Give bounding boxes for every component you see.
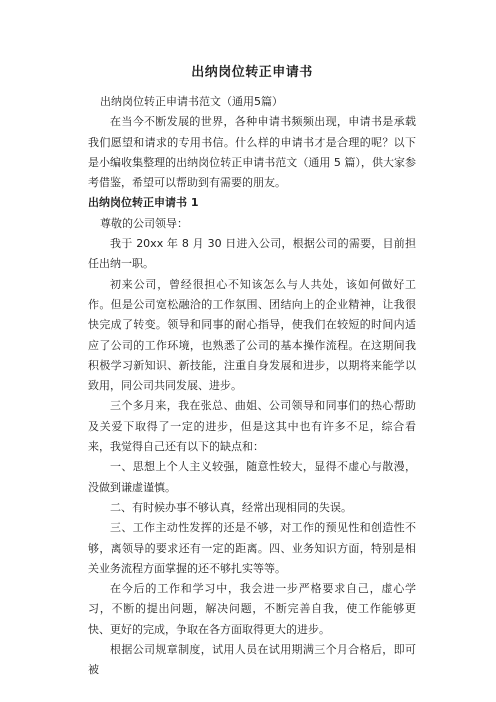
body-paragraph: 初来公司，曾经很担心不知该怎么与人共处，该如何做好工作。但是公司宽松融洽的工作氛围、团结向上的企业精神，让我很快完成了转变。领导和同事的耐心指导，使我们在较短的时间内适应了公司的工作环境，也熟悉了公司的基本操作流程。在这期间我积极学习新知识、新技能，注重自身发展和进步，以期将来能学以致用，同公司共同发展、进步。 <box>88 277 416 393</box>
document-title: 出纳岗位转正申请书 <box>191 65 313 80</box>
shortcoming-item: 三、工作主动性发挥的还是不够，对工作的预见性和创造性不够，离领导的要求还有一定的距离。四、业务知识方面，特别是相关业务流程方面掌握的还不够扎实等等。 <box>88 521 416 575</box>
shortcoming-item: 一、思想上个人主义较强，随意性较大，显得不虚心与散漫，没做到谦虚谨慎。 <box>88 460 416 494</box>
body-paragraph: 三个多月来，我在张总、曲姐、公司领导和同事们的热心帮助及关爱下取得了一定的进步，但是这其中也有许多不足，综合看来，我觉得自己还有以下的缺点和： <box>88 399 416 454</box>
salutation: 尊敬的公司领导： <box>100 216 188 230</box>
shortcoming-item: 二、有时候办事不够认真，经常出现相同的失误。 <box>110 500 352 514</box>
document-subtitle: 出纳岗位转正申请书范文（通用5篇） <box>100 95 283 108</box>
closing-paragraph: 根据公司规章制度，试用人员在试用期满三个月合格后，即可被 <box>88 643 416 677</box>
section-heading: 出纳岗位转正申请书 1 <box>88 196 199 210</box>
intro-paragraph: 在当今不断发展的世界，各种申请书频频出现，申请书是承载我们愿望和请求的专用书信。什么样的申请书才是合理的呢？以下是小编收集整理的出纳岗位转正申请书范文（通用 5 篇），供大家参考借鉴，希望可以帮助到有需要的朋友。 <box>88 115 416 190</box>
body-paragraph: 我于 20xx 年 8 月 30 日进入公司，根据公司的需要，目前担任出纳一职。 <box>88 237 416 271</box>
closing-paragraph: 在今后的工作和学习中，我会进一步严格要求自己，虚心学习，不断的提出问题，解决问题，不断完善自我，使工作能够更快、更好的完成，争取在各方面取得更大的进步。 <box>88 582 416 636</box>
